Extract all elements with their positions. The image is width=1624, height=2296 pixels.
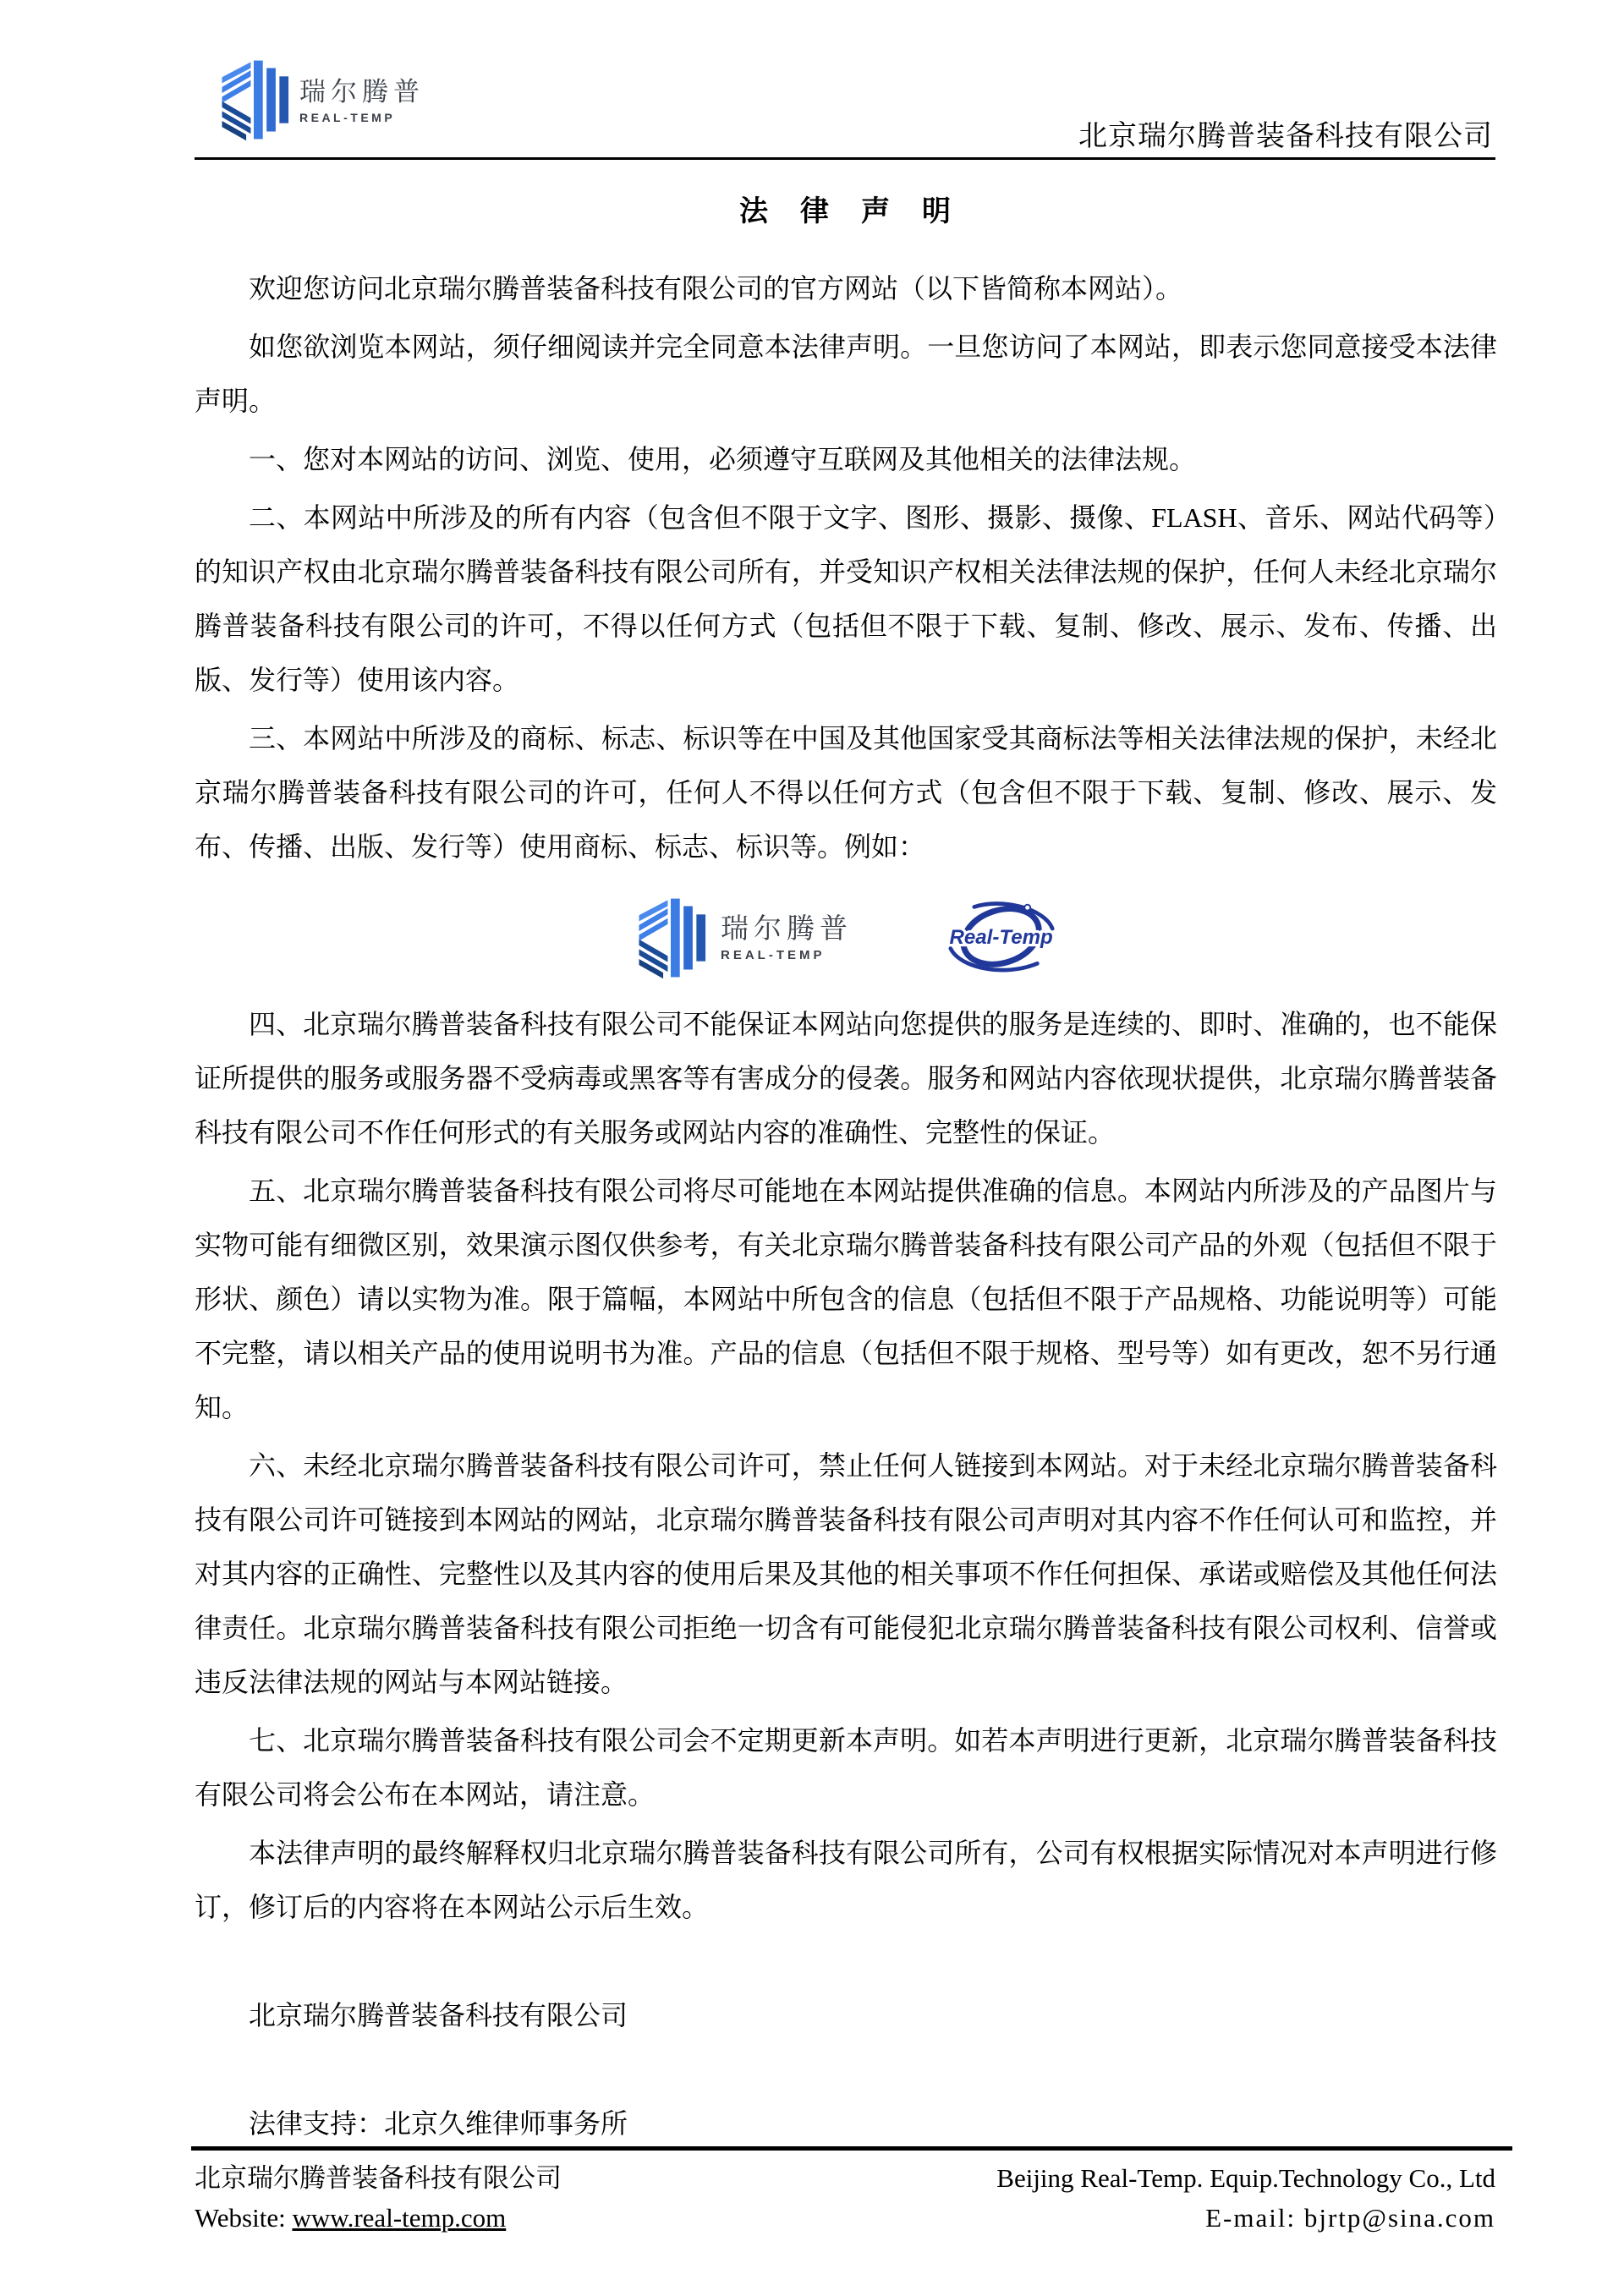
- paragraph-welcome: 欢迎您访问北京瑞尔腾普装备科技有限公司的官方网站（以下皆简称本网站）。: [249, 273, 1183, 304]
- footer-company-en: Beijing Real-Temp. Equip.Technology Co., Ltd: [996, 2163, 1495, 2193]
- paragraph-clause-3: 三、本网站中所涉及的商标、标志、标识等在中国及其他国家受其商标法等相关法律法规的保护，未经北京瑞尔腾普装备科技有限公司的许可，任何人不得以任何方式（包含但不限于下载、复制、修改、展示、发布、传播、出版、发行等）使用商标、标志、标识等。例如：: [195, 723, 1497, 862]
- paragraph-clause-1: 一、您对本网站的访问、浏览、使用，必须遵守互联网及其他相关的法律法规。: [249, 444, 1197, 474]
- paragraph-agreement: 如您欲浏览本网站，须仔细阅读并完全同意本法律声明。一旦您访问了本网站，即表示您同意接受本法律声明。: [195, 332, 1497, 416]
- paragraph-clause-6: 六、未经北京瑞尔腾普装备科技有限公司许可，禁止任何人链接到本网站。对于未经北京瑞尔腾普装备科技有限公司许可链接到本网站的网站，北京瑞尔腾普装备科技有限公司声明对其内容不作任何认可和监控，并对其内容的正确性、完整性以及其内容的使用后果及其他的相关事项不作任何担保、承诺或赔偿及其他任何法律责任。北京瑞尔腾普装备科技有限公司拒绝一切含有可能侵犯北京瑞尔腾普装备科技有限公司权利、信誉或违反法律法规的网站与本网站链接。: [195, 1450, 1497, 1697]
- document-body: [195, 195, 1497, 2151]
- oval-logo-text: Real-Temp: [949, 925, 1053, 949]
- trademark-cube-logo: [633, 896, 853, 980]
- page-title: 法 律 声 明: [739, 196, 952, 227]
- realtemp-oval-logo-icon: [944, 898, 1059, 978]
- trademark-cn-label: 瑞尔腾普: [721, 912, 853, 944]
- website-link[interactable]: www.real-temp.com: [292, 2203, 507, 2233]
- legal-support-line: 法律支持：北京久维律师事务所: [249, 2108, 628, 2139]
- paragraph-clause-5: 五、北京瑞尔腾普装备科技有限公司将尽可能地在本网站提供准确的信息。本网站内所涉及的产品图片与实物可能有细微区别，效果演示图仅供参考，有关北京瑞尔腾普装备科技有限公司产品的外观（包括但不限于形状、颜色）请以实物为准。限于篇幅，本网站中所包含的信息（包括但不限于产品规格、功能说明等）可能不完整，请以相关产品的使用说明书为准。产品的信息（包括但不限于规格、型号等）如有更改，恕不另行通知。: [195, 1175, 1497, 1422]
- page-header: [0, 0, 1624, 160]
- email-value[interactable]: bjrtp@sina.com: [1303, 2203, 1495, 2233]
- logo-cn-label: 瑞尔腾普: [299, 77, 425, 107]
- company-signoff: 北京瑞尔腾普装备科技有限公司: [249, 2000, 628, 2030]
- paragraph-clause-2: 二、本网站中所涉及的所有内容（包含但不限于文字、图形、摄影、摄像、FLASH、音乐、网站代码等）的知识产权由北京瑞尔腾普装备科技有限公司所有，并受知识产权相关法律法规的保护，任何人未经北京瑞尔腾普装备科技有限公司的许可，不得以任何方式（包括但不限于下载、复制、修改、展示、发布、传播、出版、发行等）使用该内容。: [195, 502, 1497, 695]
- logo-en-label: REAL-TEMP: [299, 111, 396, 124]
- header-company-name: 北京瑞尔腾普装备科技有限公司: [1078, 121, 1493, 152]
- footer-company-cn: 北京瑞尔腾普装备科技有限公司: [195, 2163, 562, 2193]
- footer-email-line: [996, 2198, 1495, 2238]
- header-divider: [195, 157, 1495, 160]
- header-logo-text: [299, 78, 425, 124]
- paragraph-clause-4: 四、北京瑞尔腾普装备科技有限公司不能保证本网站向您提供的服务是连续的、即时、准确的，也不能保证所提供的服务或服务器不受病毒或黑客等有害成分的侵袭。服务和网站内容依现状提供，北京瑞尔腾普装备科技有限公司不作任何形式的有关服务或网站内容的准确性、完整性的保证。: [195, 1009, 1497, 1148]
- website-label: Website:: [195, 2203, 293, 2233]
- trademark-en-label: REAL-TEMP: [721, 948, 826, 962]
- paragraph-final-interpretation: 本法律声明的最终解释权归北京瑞尔腾普装备科技有限公司所有，公司有权根据实际情况对本声明进行修订，修订后的内容将在本网站公示后生效。: [195, 1838, 1497, 1922]
- realtemp-cube-logo-icon: [216, 58, 292, 142]
- paragraph-clause-7: 七、北京瑞尔腾普装备科技有限公司会不定期更新本声明。如若本声明进行更新，北京瑞尔腾普装备科技有限公司将会公布在本网站，请注意。: [195, 1725, 1497, 1810]
- page-footer: [195, 2158, 1495, 2238]
- trademark-examples-row: [195, 894, 1497, 982]
- realtemp-cube-logo-icon: [633, 896, 709, 980]
- email-label: E-mail:: [1205, 2203, 1304, 2233]
- footer-divider: [191, 2146, 1512, 2151]
- footer-website-line: [195, 2198, 562, 2238]
